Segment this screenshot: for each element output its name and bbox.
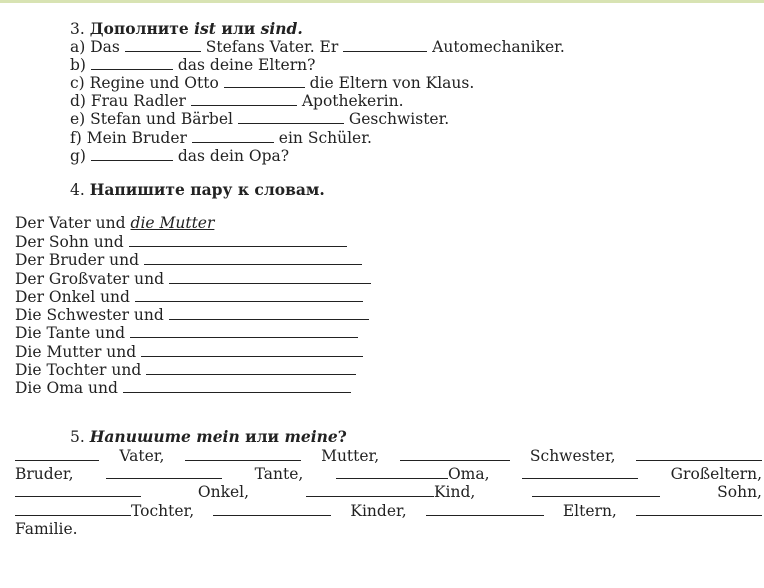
exercise-4-title xyxy=(70,181,325,199)
answer-blank[interactable] xyxy=(185,447,301,461)
title-word-ist: ist xyxy=(194,19,216,38)
exercise-3-line-f xyxy=(70,129,372,147)
line-text: ein Schüler. xyxy=(278,129,372,147)
pair-row xyxy=(15,324,358,342)
answer-blank[interactable] xyxy=(306,483,434,497)
answer-blank[interactable] xyxy=(106,465,222,479)
word: Sohn, xyxy=(717,483,762,501)
line-label: f) Mein Bruder xyxy=(70,129,187,147)
answer-blank[interactable] xyxy=(336,465,448,479)
line-label: g) xyxy=(70,147,86,165)
pair-row xyxy=(15,343,363,361)
answer-blank[interactable] xyxy=(400,447,510,461)
answer-blank[interactable] xyxy=(91,56,173,70)
line-label: c) Regine und Otto xyxy=(70,74,219,92)
title-text: Напишите xyxy=(89,427,197,446)
pair-label: Der Bruder und xyxy=(15,251,140,269)
answer-blank[interactable] xyxy=(125,38,201,52)
top-border xyxy=(0,0,764,3)
line-text: Apothekerin. xyxy=(301,92,404,110)
title-text-q: ? xyxy=(337,427,347,446)
answer-blank[interactable] xyxy=(15,502,131,516)
pair-row xyxy=(15,379,351,397)
answer-blank[interactable] xyxy=(169,270,371,284)
answer-blank[interactable] xyxy=(130,324,358,338)
answer-blank[interactable] xyxy=(144,251,362,265)
title-text-or: или xyxy=(215,19,261,38)
pair-row xyxy=(15,251,362,269)
answer-blank[interactable] xyxy=(141,343,363,357)
answer-blank[interactable] xyxy=(532,483,660,497)
word: Onkel, xyxy=(197,483,250,501)
answer-blank[interactable] xyxy=(213,502,331,516)
answer-blank[interactable] xyxy=(146,361,356,375)
line-text: Geschwister. xyxy=(348,110,450,128)
exercise-5-title xyxy=(70,428,347,446)
word: Tante, xyxy=(254,465,304,483)
word: Eltern, xyxy=(562,502,617,520)
answer-blank[interactable] xyxy=(123,379,351,393)
word: Tochter, xyxy=(131,502,195,520)
pair-label: Die Oma und xyxy=(15,379,118,397)
pair-row xyxy=(15,233,347,251)
exercise-3-line-a xyxy=(70,38,565,56)
exercise-3-title xyxy=(70,20,303,38)
answer-blank[interactable] xyxy=(169,306,369,320)
exercise-5-row-1 xyxy=(15,447,762,465)
example-text: Der Vater und xyxy=(15,214,126,232)
answer-blank[interactable] xyxy=(135,288,363,302)
answer-blank[interactable] xyxy=(91,147,173,161)
title-word-meine: meine xyxy=(284,427,338,446)
answer-blank[interactable] xyxy=(192,129,274,143)
line-text: Automechaniker. xyxy=(432,38,565,56)
pair-row xyxy=(15,288,363,306)
exercise-3-line-b xyxy=(70,56,315,74)
word: Vater, xyxy=(119,447,165,465)
exercise-3-line-d xyxy=(70,92,404,110)
exercise-number: 4. xyxy=(70,181,85,199)
blank-word-group xyxy=(15,502,194,520)
answer-blank[interactable] xyxy=(636,502,762,516)
line-text: Stefans Vater. Er xyxy=(205,38,339,56)
word: Oma, xyxy=(447,465,490,483)
title-word-mein: mein xyxy=(196,427,240,446)
pair-row xyxy=(15,306,369,324)
line-label: b) xyxy=(70,56,86,74)
word: Kinder, xyxy=(350,502,407,520)
pair-label: Die Mutter und xyxy=(15,343,137,361)
exercise-number: 3. xyxy=(70,20,85,38)
answer-blank[interactable] xyxy=(238,110,344,124)
pair-row xyxy=(15,270,371,288)
line-label: a) Das xyxy=(70,38,120,56)
exercise-5-row-5 xyxy=(15,520,78,538)
line-text: das deine Eltern? xyxy=(177,56,316,74)
answer-blank[interactable] xyxy=(522,465,638,479)
pair-label: Der Sohn und xyxy=(15,233,124,251)
answer-blank[interactable] xyxy=(224,74,305,88)
line-text: die Eltern von Klaus. xyxy=(309,74,475,92)
word: Großeltern, xyxy=(670,465,762,483)
exercise-3-line-g xyxy=(70,147,289,165)
answer-blank[interactable] xyxy=(426,502,544,516)
answer-blank[interactable] xyxy=(15,447,99,461)
word: Schwester, xyxy=(529,447,616,465)
pair-label: Die Tochter und xyxy=(15,361,142,379)
exercise-5-row-3 xyxy=(15,483,762,501)
blank-word-group xyxy=(306,483,475,501)
answer-blank[interactable] xyxy=(191,92,297,106)
example-answer: die Mutter xyxy=(130,214,215,232)
exercise-4-example xyxy=(15,214,214,232)
word: Kind, xyxy=(433,483,476,501)
answer-blank[interactable] xyxy=(343,38,427,52)
line-label: d) Frau Radler xyxy=(70,92,186,110)
answer-blank[interactable] xyxy=(129,233,347,247)
title-text-or: или xyxy=(239,427,285,446)
pair-row xyxy=(15,361,356,379)
word: Mutter, xyxy=(321,447,380,465)
word: Familie. xyxy=(15,520,78,538)
title-text: Дополните xyxy=(89,19,195,38)
exercise-5-row-2 xyxy=(15,465,762,483)
pair-label: Die Tante und xyxy=(15,324,126,342)
title-text: Напишите пару к словам. xyxy=(89,180,325,199)
exercise-3-line-e xyxy=(70,110,449,128)
pair-label: Der Großvater und xyxy=(15,270,165,288)
line-text: das dein Opa? xyxy=(177,147,290,165)
title-word-sind: sind. xyxy=(260,19,303,38)
word: Bruder, xyxy=(15,465,74,483)
pair-label: Die Schwester und xyxy=(15,306,164,324)
exercise-5-row-4 xyxy=(15,502,762,520)
answer-blank[interactable] xyxy=(636,447,762,461)
line-label: e) Stefan und Bärbel xyxy=(70,110,233,128)
exercise-3-line-c xyxy=(70,74,474,92)
answer-blank[interactable] xyxy=(15,483,141,497)
blank-word-group xyxy=(336,465,490,483)
pair-label: Der Onkel und xyxy=(15,288,130,306)
exercise-number: 5. xyxy=(70,428,85,446)
